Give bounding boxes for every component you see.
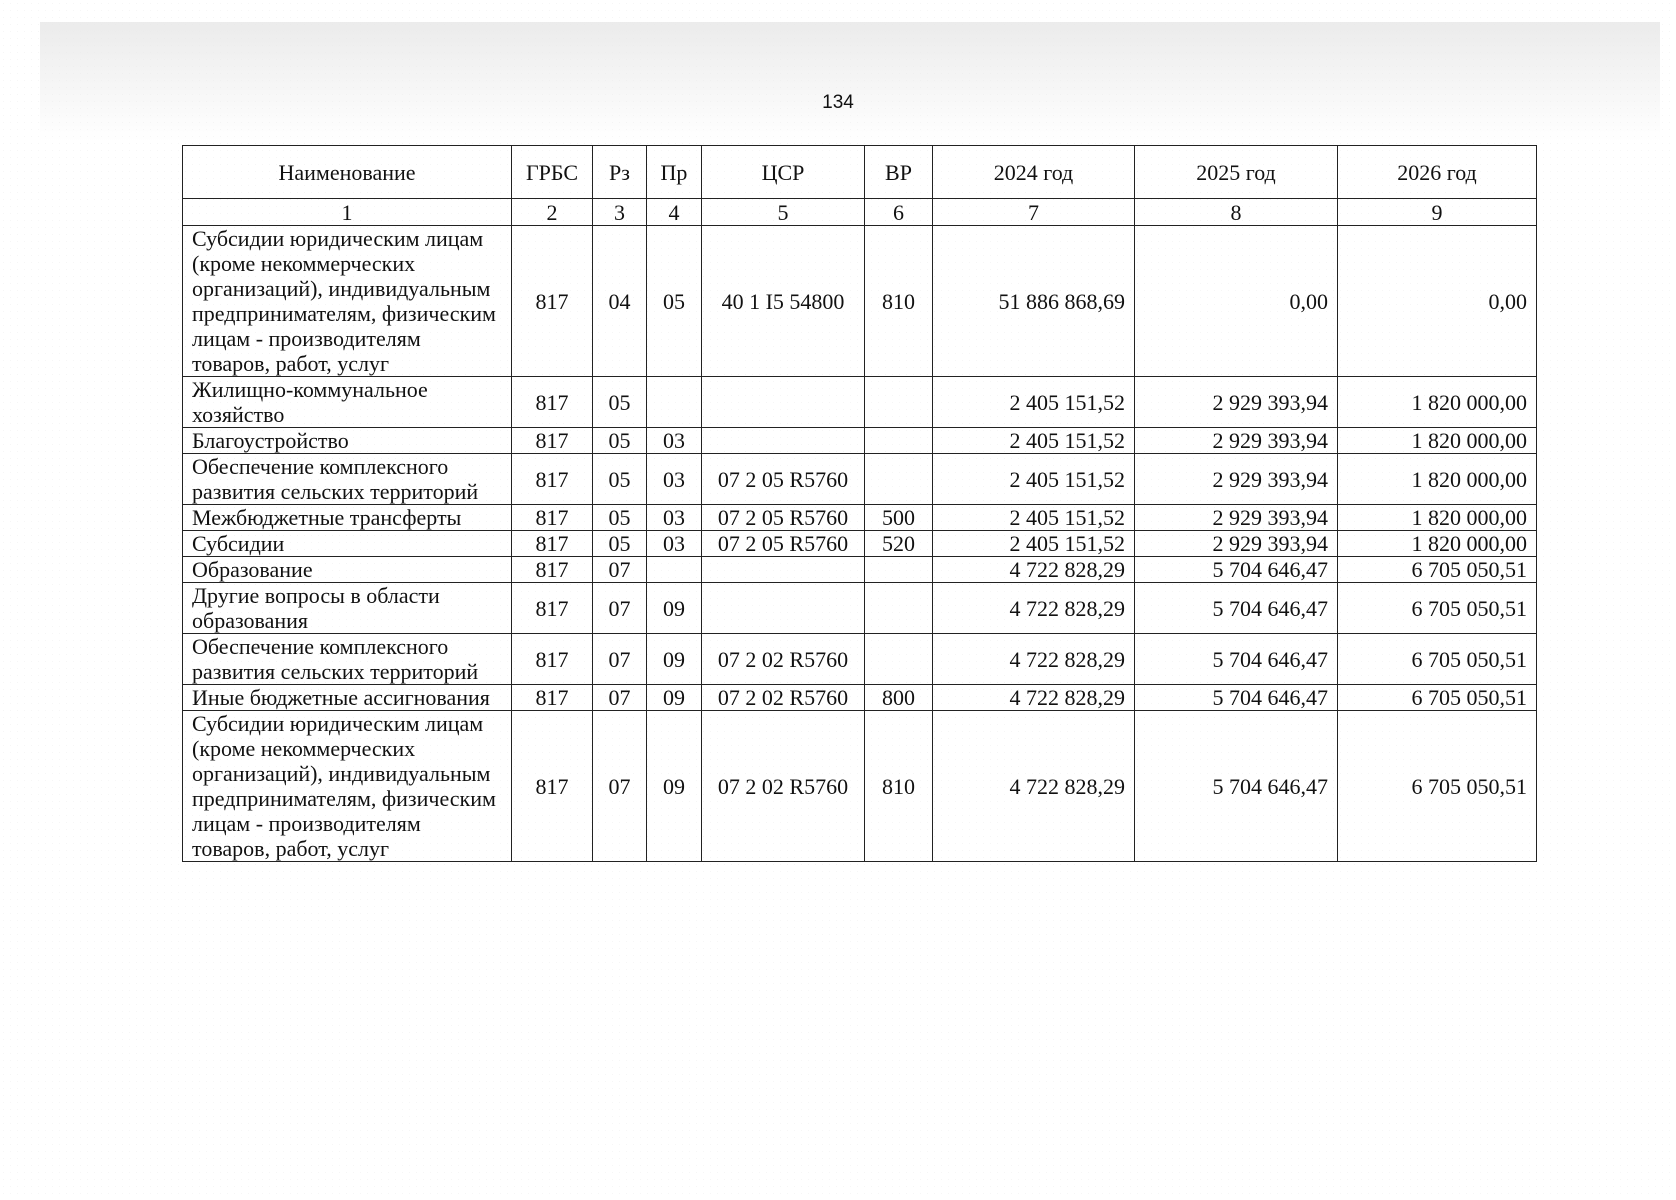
row-grbs: 817 — [512, 634, 593, 685]
row-2024: 4 722 828,29 — [933, 711, 1135, 862]
row-pr: 09 — [647, 711, 702, 862]
row-name: Иные бюджетные ассигнования — [183, 685, 512, 711]
row-csr: 07 2 02 R5760 — [702, 711, 865, 862]
row-2024: 2 405 151,52 — [933, 377, 1135, 428]
header-pr: Пр — [647, 146, 702, 199]
row-name: Благоустройство — [183, 428, 512, 454]
row-2025: 5 704 646,47 — [1135, 557, 1338, 583]
row-grbs: 817 — [512, 685, 593, 711]
header-csr: ЦСР — [702, 146, 865, 199]
table-row — [183, 377, 1537, 428]
row-vr — [865, 454, 933, 505]
row-vr: 800 — [865, 685, 933, 711]
row-2026: 1 820 000,00 — [1338, 531, 1537, 557]
row-2024: 4 722 828,29 — [933, 685, 1135, 711]
row-rz: 07 — [593, 557, 647, 583]
row-rz: 05 — [593, 505, 647, 531]
row-csr — [702, 377, 865, 428]
column-number: 3 — [593, 199, 647, 226]
row-2024: 51 886 868,69 — [933, 226, 1135, 377]
row-csr: 07 2 02 R5760 — [702, 634, 865, 685]
row-2025: 5 704 646,47 — [1135, 711, 1338, 862]
row-pr: 03 — [647, 454, 702, 505]
row-2026: 6 705 050,51 — [1338, 557, 1537, 583]
row-2025: 5 704 646,47 — [1135, 685, 1338, 711]
header-grbs: ГРБС — [512, 146, 593, 199]
table-row — [183, 583, 1537, 634]
header-vr: ВР — [865, 146, 933, 199]
row-2025: 5 704 646,47 — [1135, 583, 1338, 634]
row-2024: 2 405 151,52 — [933, 505, 1135, 531]
row-pr: 03 — [647, 531, 702, 557]
column-number: 4 — [647, 199, 702, 226]
row-pr: 09 — [647, 634, 702, 685]
row-grbs: 817 — [512, 428, 593, 454]
column-number: 8 — [1135, 199, 1338, 226]
row-grbs: 817 — [512, 583, 593, 634]
row-2024: 4 722 828,29 — [933, 634, 1135, 685]
row-grbs: 817 — [512, 505, 593, 531]
row-2026: 0,00 — [1338, 226, 1537, 377]
row-pr: 09 — [647, 583, 702, 634]
row-vr — [865, 634, 933, 685]
row-grbs: 817 — [512, 377, 593, 428]
table-row — [183, 226, 1537, 377]
column-number-row — [183, 199, 1537, 226]
table-row — [183, 454, 1537, 505]
row-csr: 07 2 05 R5760 — [702, 505, 865, 531]
header-name: Наименование — [183, 146, 512, 199]
row-rz: 05 — [593, 377, 647, 428]
row-csr — [702, 557, 865, 583]
row-name: Образование — [183, 557, 512, 583]
header-rz: Рз — [593, 146, 647, 199]
table-row — [183, 711, 1537, 862]
row-vr: 810 — [865, 226, 933, 377]
row-2026: 1 820 000,00 — [1338, 428, 1537, 454]
column-number: 1 — [183, 199, 512, 226]
column-number: 7 — [933, 199, 1135, 226]
row-rz: 05 — [593, 531, 647, 557]
row-rz: 07 — [593, 634, 647, 685]
row-vr — [865, 428, 933, 454]
row-2025: 2 929 393,94 — [1135, 428, 1338, 454]
row-2024: 4 722 828,29 — [933, 583, 1135, 634]
row-csr — [702, 428, 865, 454]
row-pr: 03 — [647, 505, 702, 531]
row-grbs: 817 — [512, 454, 593, 505]
row-2026: 6 705 050,51 — [1338, 634, 1537, 685]
row-vr — [865, 583, 933, 634]
page-number: 134 — [822, 92, 854, 113]
header-row — [183, 146, 1537, 199]
row-vr — [865, 557, 933, 583]
row-2026: 6 705 050,51 — [1338, 685, 1537, 711]
row-name: Жилищно-коммунальное хозяйство — [183, 377, 512, 428]
budget-table — [182, 145, 1537, 862]
row-2025: 2 929 393,94 — [1135, 377, 1338, 428]
column-number: 5 — [702, 199, 865, 226]
table-row — [183, 685, 1537, 711]
row-name: Субсидии — [183, 531, 512, 557]
table-row — [183, 634, 1537, 685]
row-rz: 04 — [593, 226, 647, 377]
row-pr: 09 — [647, 685, 702, 711]
table-row — [183, 428, 1537, 454]
row-2026: 1 820 000,00 — [1338, 505, 1537, 531]
row-name: Субсидии юридическим лицам (кроме некоммерческих организаций), индивидуальным предпринимателям, физическим лицам - производителям товаров, работ, услуг — [183, 711, 512, 862]
row-2024: 2 405 151,52 — [933, 454, 1135, 505]
row-rz: 07 — [593, 711, 647, 862]
row-2024: 2 405 151,52 — [933, 428, 1135, 454]
row-csr: 07 2 05 R5760 — [702, 531, 865, 557]
row-name: Другие вопросы в области образования — [183, 583, 512, 634]
row-rz: 07 — [593, 583, 647, 634]
row-rz: 05 — [593, 428, 647, 454]
row-name: Субсидии юридическим лицам (кроме некоммерческих организаций), индивидуальным предпринимателям, физическим лицам - производителям товаров, работ, услуг — [183, 226, 512, 377]
row-vr — [865, 377, 933, 428]
row-2025: 2 929 393,94 — [1135, 531, 1338, 557]
header-2024: 2024 год — [933, 146, 1135, 199]
table-row — [183, 531, 1537, 557]
row-2025: 2 929 393,94 — [1135, 505, 1338, 531]
column-number: 6 — [865, 199, 933, 226]
row-name: Межбюджетные трансферты — [183, 505, 512, 531]
row-2025: 2 929 393,94 — [1135, 454, 1338, 505]
row-2026: 6 705 050,51 — [1338, 583, 1537, 634]
row-vr: 500 — [865, 505, 933, 531]
row-name: Обеспечение комплексного развития сельских территорий — [183, 454, 512, 505]
row-2026: 6 705 050,51 — [1338, 711, 1537, 862]
row-vr: 810 — [865, 711, 933, 862]
row-2025: 5 704 646,47 — [1135, 634, 1338, 685]
row-grbs: 817 — [512, 711, 593, 862]
row-grbs: 817 — [512, 531, 593, 557]
row-vr: 520 — [865, 531, 933, 557]
scan-shadow — [40, 22, 1660, 142]
row-csr — [702, 583, 865, 634]
header-2026: 2026 год — [1338, 146, 1537, 199]
row-csr: 07 2 05 R5760 — [702, 454, 865, 505]
row-pr: 03 — [647, 428, 702, 454]
row-2024: 4 722 828,29 — [933, 557, 1135, 583]
row-pr — [647, 377, 702, 428]
column-number: 2 — [512, 199, 593, 226]
row-csr: 07 2 02 R5760 — [702, 685, 865, 711]
row-pr — [647, 557, 702, 583]
row-2024: 2 405 151,52 — [933, 531, 1135, 557]
row-name: Обеспечение комплексного развития сельских территорий — [183, 634, 512, 685]
row-pr: 05 — [647, 226, 702, 377]
row-2026: 1 820 000,00 — [1338, 454, 1537, 505]
row-grbs: 817 — [512, 226, 593, 377]
row-rz: 07 — [593, 685, 647, 711]
table-row — [183, 505, 1537, 531]
row-2025: 0,00 — [1135, 226, 1338, 377]
column-number: 9 — [1338, 199, 1537, 226]
row-rz: 05 — [593, 454, 647, 505]
header-2025: 2025 год — [1135, 146, 1338, 199]
row-2026: 1 820 000,00 — [1338, 377, 1537, 428]
table-row — [183, 557, 1537, 583]
row-csr: 40 1 I5 54800 — [702, 226, 865, 377]
row-grbs: 817 — [512, 557, 593, 583]
